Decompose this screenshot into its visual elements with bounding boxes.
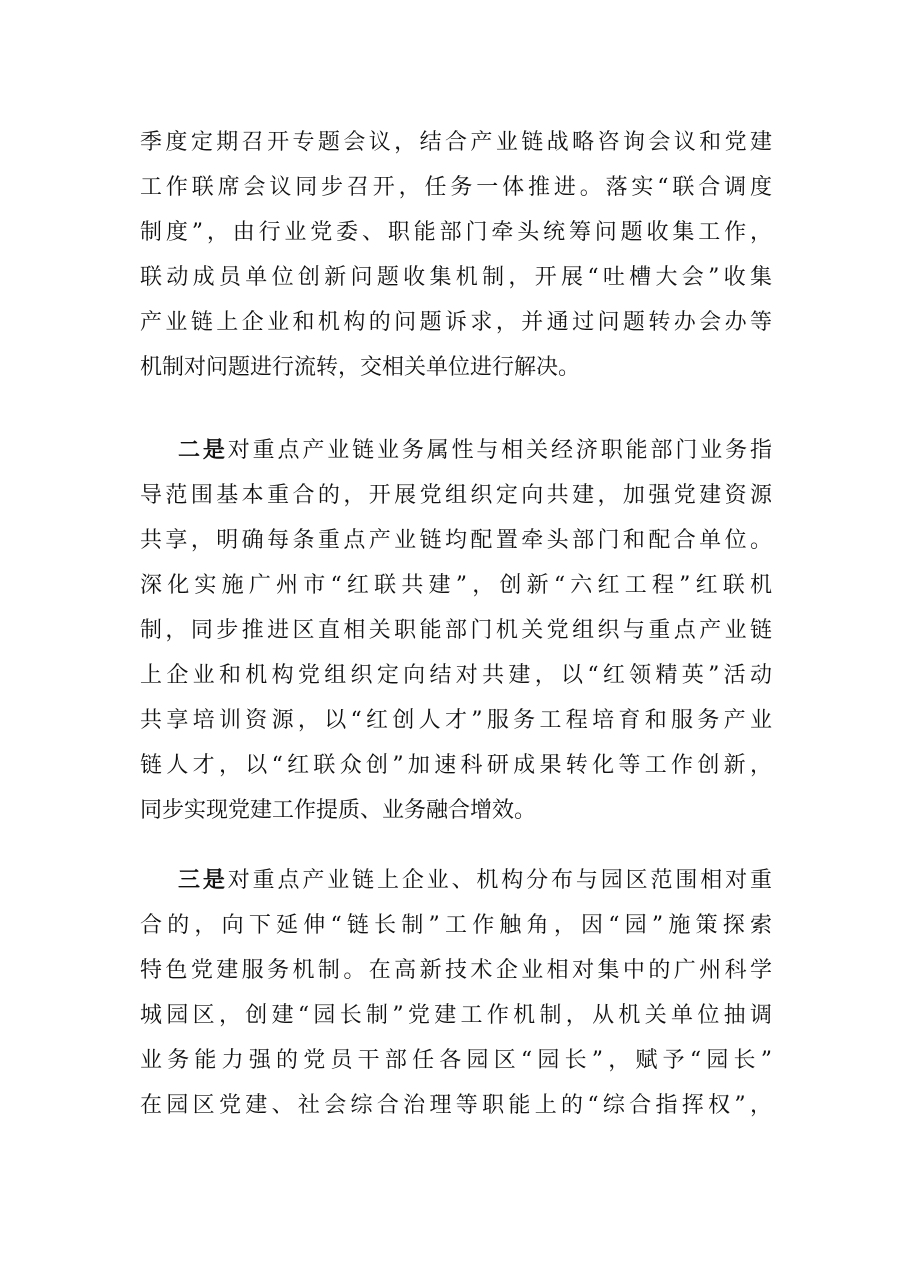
paragraph-1 (140, 120, 772, 390)
text-line: 工作联席会议同步召开，任务一体推进。落实“联合调度 (140, 175, 772, 200)
paragraph-lead-bold: 三是 (178, 867, 228, 893)
text-line: 深化实施广州市“红联共建”，创新“六红工程”红联机 (140, 573, 772, 598)
text-line: 机制对问题进行流转，交相关单位进行解决。 (140, 355, 581, 380)
text-line: 制度”，由行业党委、职能部门牵头统筹问题收集工作， (140, 220, 772, 245)
text-line: 城园区，创建“园长制”党建工作机制，从机关单位抽调 (140, 1003, 772, 1028)
text-line: 制，同步推进区直相关职能部门机关党组织与重点产业链 (140, 618, 772, 643)
text-line: 联动成员单位创新问题收集机制，开展“吐槽大会”收集 (140, 265, 772, 290)
paragraph-first-line-text: 对重点产业链上企业、机构分布与园区范围相对重 (227, 868, 772, 893)
paragraph-2 (140, 428, 772, 833)
text-line: 特色党建服务机制。在高新技术企业相对集中的广州科学 (140, 958, 772, 983)
text-line: 同步实现党建工作提质、业务融合增效。 (140, 798, 537, 823)
text-line: 导范围基本重合的，开展党组织定向共建，加强党建资源 (140, 483, 772, 508)
text-line: 产业链上企业和机构的问题诉求，并通过问题转办会办等 (140, 310, 772, 335)
paragraph-3 (140, 858, 772, 1128)
paragraph-first-line (140, 858, 772, 903)
paragraph-first-line-text: 对重点产业链业务属性与相关经济职能部门业务指 (227, 438, 772, 463)
text-line: 上企业和机构党组织定向结对共建，以“红领精英”活动 (140, 663, 772, 688)
text-line: 共享，明确每条重点产业链均配置牵头部门和配合单位。 (140, 528, 772, 553)
text-line: 业务能力强的党员干部任各园区“园长”，赋予“园长” (140, 1048, 772, 1073)
text-line: 共享培训资源，以“红创人才”服务工程培育和服务产业 (140, 708, 772, 733)
text-line: 链人才，以“红联众创”加速科研成果转化等工作创新， (140, 753, 772, 778)
paragraph-lead-bold: 二是 (178, 437, 228, 463)
paragraph-first-line (140, 428, 772, 473)
text-line: 在园区党建、社会综合治理等职能上的“综合指挥权”， (140, 1093, 772, 1118)
text-line: 合的，向下延伸“链长制”工作触角，因“园”施策探索 (140, 913, 772, 938)
text-line: 季度定期召开专题会议，结合产业链战略咨询会议和党建 (140, 130, 772, 155)
